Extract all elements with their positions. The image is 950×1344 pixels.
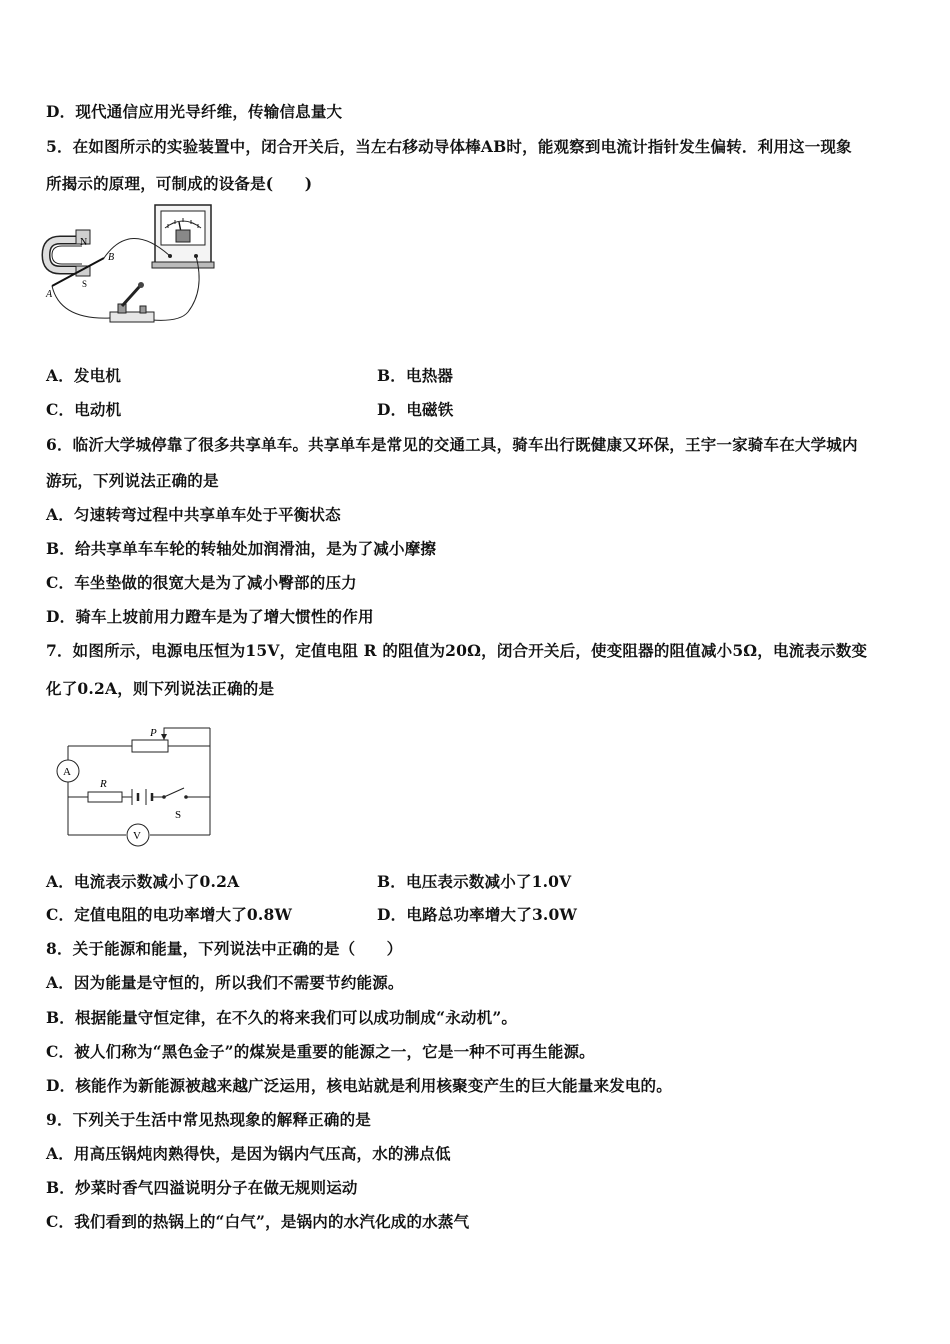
q9-option-c: C．我们看到的热锅上的“白气”，是锅内的水汽化成的水蒸气 — [46, 1212, 470, 1231]
switch-s — [162, 788, 188, 799]
q6-option-c: C．车坐垫做的很宽大是为了减小臀部的压力 — [46, 573, 357, 592]
q5-figure-apparatus — [40, 200, 220, 330]
resistor-r-label: R — [100, 778, 107, 790]
slider-p-label: P — [150, 727, 157, 739]
q8-option-a: A．因为能量是守恒的，所以我们不需要节约能源。 — [46, 973, 404, 992]
q5-option-b: B．电热器 — [377, 366, 454, 385]
q8-stem: 8．关于能源和能量，下列说法中正确的是（ ） — [46, 939, 403, 958]
q6-option-d: D．骑车上坡前用力蹬车是为了增大惯性的作用 — [46, 607, 374, 626]
q8-option-b: B．根据能量守恒定律，在不久的将来我们可以成功制成“永动机”。 — [46, 1008, 518, 1027]
q5-option-c: C．电动机 — [46, 400, 122, 419]
battery — [132, 789, 152, 805]
switch-s-label: S — [175, 809, 182, 821]
q7-stem-line1: 7．如图所示，电源电压恒为15V，定值电阻 R 的阻值为20Ω，闭合开关后，使变阻器的阻值减小5Ω，电流表示数变 — [46, 641, 868, 660]
q9-option-a: A．用高压锅炖肉熟得快，是因为锅内气压高，水的沸点低 — [46, 1144, 451, 1163]
q9-option-b: B．炒菜时香气四溢说明分子在做无规则运动 — [46, 1178, 358, 1197]
q8-option-d: D．核能作为新能源被越来越广泛运用，核电站就是利用核聚变产生的巨大能量来发电的。 — [46, 1076, 672, 1095]
q7-option-a: A．电流表示数减小了0.2A — [46, 872, 240, 891]
q6-option-b: B．给共享单车车轮的转轴处加润滑油，是为了减小摩擦 — [46, 539, 437, 558]
q7-option-d: D．电路总功率增大了3.0W — [377, 905, 578, 924]
rod-end-a-label: A — [46, 289, 53, 300]
rheostat — [132, 740, 168, 752]
fixed-resistor — [88, 792, 122, 802]
ammeter-a-label: A — [63, 766, 71, 778]
q4-option-d: D．现代通信应用光导纤维，传输信息量大 — [46, 102, 343, 121]
magnet-n-label: N — [80, 237, 88, 248]
q6-stem-line2: 游玩，下列说法正确的是 — [46, 471, 219, 490]
voltmeter-v-label: V — [133, 830, 141, 842]
q9-stem: 9．下列关于生活中常见热现象的解释正确的是 — [46, 1110, 371, 1129]
q7-stem-line2: 化了0.2A，则下列说法正确的是 — [46, 679, 275, 698]
q8-option-c: C．被人们称为“黑色金子”的煤炭是重要的能源之一，它是一种不可再生能源。 — [46, 1042, 595, 1061]
knife-switch — [110, 282, 154, 322]
q7-option-c: C．定值电阻的电功率增大了0.8W — [46, 905, 293, 924]
galvanometer — [152, 205, 214, 268]
q7-option-b: B．电压表示数减小了1.0V — [377, 872, 572, 891]
q5-stem-line1: 5．在如图所示的实验装置中，闭合开关后，当左右移动导体棒AB时，能观察到电流计指针发生偏转．利用这一现象 — [46, 137, 852, 156]
q5-stem-line2: 所揭示的原理，可制成的设备是( ) — [46, 174, 313, 193]
q7-figure-circuit — [50, 722, 220, 848]
q5-option-d: D．电磁铁 — [377, 400, 454, 419]
q6-stem-line1: 6．临沂大学城停靠了很多共享单车。共享单车是常见的交通工具，骑车出行既健康又环保，王宇一家骑车在大学城内 — [46, 435, 858, 454]
rod-end-b-label: B — [108, 252, 115, 263]
q6-option-a: A．匀速转弯过程中共享单车处于平衡状态 — [46, 505, 341, 524]
magnet-s-label: S — [82, 279, 88, 289]
q5-option-a: A．发电机 — [46, 366, 122, 385]
